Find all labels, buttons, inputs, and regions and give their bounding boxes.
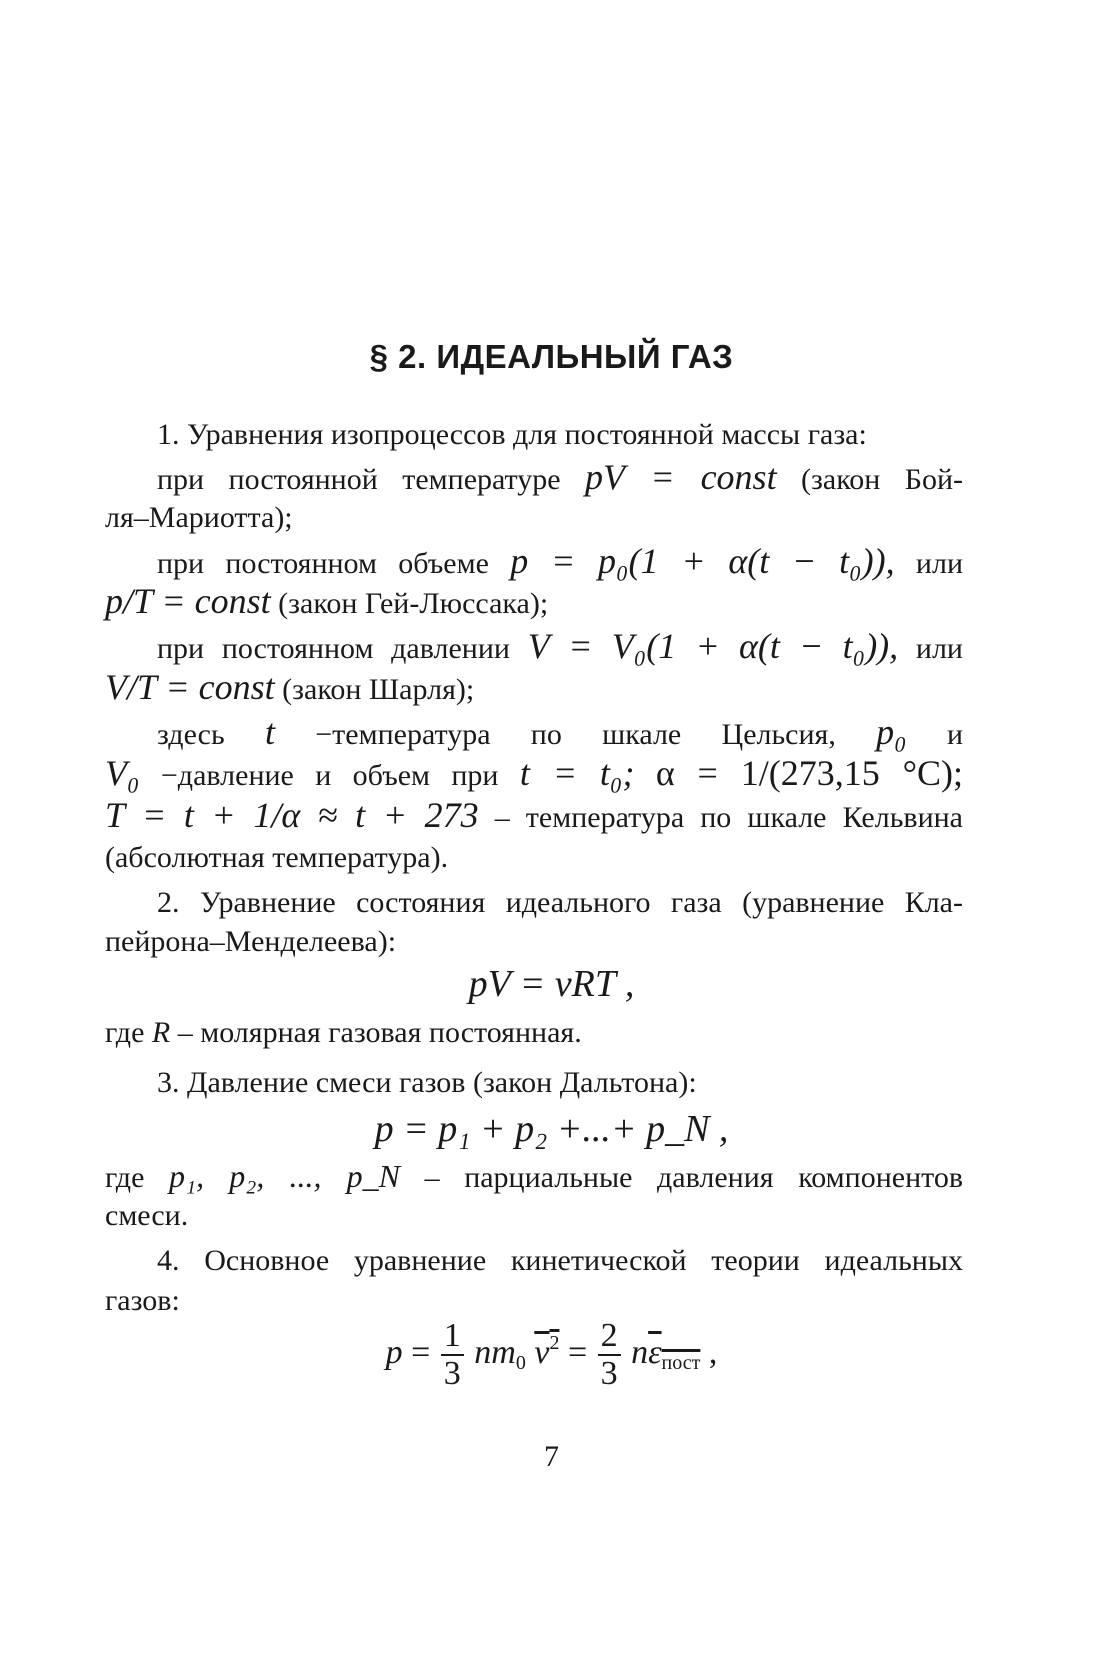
fraction-1-denominator: 3 xyxy=(443,1355,461,1392)
isochoric-law: (закон Гей-Люссака); xyxy=(278,587,549,620)
kinetic-fraction-1 xyxy=(441,1318,464,1392)
clapeyron-formula xyxy=(0,962,1103,1006)
isothermal-text: при постоянной температуре xyxy=(157,463,561,496)
isochoric-formula-2: p/T = const xyxy=(105,581,271,621)
section-heading: § 2. ИДЕАЛЬНЫЙ ГАЗ xyxy=(369,338,734,375)
isobaric-line xyxy=(105,627,963,668)
definitions-line-2 xyxy=(105,754,963,795)
isochoric-line xyxy=(105,542,963,583)
gas-constant-line xyxy=(105,1013,963,1052)
paragraph-4-line-1: 4. Основное уравнение кинетической теории идеальных xyxy=(157,1244,963,1277)
paragraph-3-line-1: 3. Давление смеси газов (закон Дальтона): xyxy=(157,1066,697,1099)
paragraph-2-line-1: 2. Уравнение состояния идеального газа (уравнение Кла- xyxy=(157,886,963,919)
definitions-pressure-volume: −давление и объем при xyxy=(160,759,499,792)
kelvin-formula: T = t + 1/α ≈ t + 273 xyxy=(105,795,479,835)
partial-mixture: смеси. xyxy=(105,1199,189,1232)
isobaric-formula: V = V₀(1 + α(t − t₀)), xyxy=(527,626,899,666)
definitions-celsius: −температура по шкале Цельсия, xyxy=(315,718,836,751)
definitions-t-equals-t0: t = t₀; xyxy=(519,753,635,793)
paragraph-1-intro: 1. Уравнения изопроцессов для постоянной массы газа: xyxy=(157,418,867,451)
epsilon-subscript: пост xyxy=(661,1351,701,1374)
isothermal-law: (закон Бой- xyxy=(801,463,964,496)
definitions-alpha: α = 1/(273,15 °С); xyxy=(655,753,963,793)
isobaric-line-2 xyxy=(105,668,963,709)
fraction-2-numerator: 2 xyxy=(598,1318,621,1356)
isochoric-or: или xyxy=(915,547,964,580)
paragraph-4-line-2: газов: xyxy=(105,1284,180,1317)
kinetic-fraction-2 xyxy=(598,1318,621,1392)
definitions-and: и xyxy=(946,718,964,751)
partial-text: – парциальные давления компонентов xyxy=(424,1161,964,1194)
page-number: 7 xyxy=(544,1440,559,1473)
kinetic-formula: p = $\frac{1}{3}$ $nm_0$ $v^2$ = $\frac{2}{3}$ $n\varepsilon_{пост}$ , xyxy=(385,1317,718,1392)
isothermal-line xyxy=(105,458,963,499)
partial-vars: p₁, p₂, ..., p_N xyxy=(169,1158,400,1194)
dalton-formula-text: p = p₁ + p₂ +...+ p_N , xyxy=(374,1108,729,1150)
kelvin-absolute: (абсолютная температура). xyxy=(105,841,449,874)
kelvin-text: – температура по шкале Кельвина xyxy=(494,801,963,834)
fraction-2-denominator: 3 xyxy=(600,1355,618,1392)
definitions-here: здесь xyxy=(157,718,225,751)
isothermal-law-cont: ля–Мариотта); xyxy=(105,501,293,534)
isothermal-formula: pV = const xyxy=(585,457,777,497)
definitions-p0: p₀ xyxy=(876,712,907,752)
gas-constant-text: – молярная газовая постоянная. xyxy=(177,1016,582,1049)
partial-pressures-line xyxy=(105,1157,963,1197)
kelvin-line xyxy=(105,796,963,837)
gas-constant-r: R xyxy=(151,1016,171,1049)
isobaric-text: при постоянном давлении xyxy=(157,632,510,665)
dalton-formula xyxy=(0,1107,1103,1151)
partial-where: где xyxy=(105,1161,145,1194)
definitions-t: t xyxy=(264,712,275,752)
clapeyron-formula-text: pV = νRT , xyxy=(468,963,635,1005)
isobaric-formula-2: V/T = const xyxy=(105,667,275,707)
isochoric-formula: p = p₀(1 + α(t − t₀)), xyxy=(510,541,895,581)
definitions-line-1 xyxy=(105,713,963,754)
fraction-1-numerator: 1 xyxy=(441,1318,464,1356)
isobaric-or: или xyxy=(915,632,963,665)
paragraph-2-line-2: пейрона–Менделеева): xyxy=(105,925,397,958)
isochoric-line-2 xyxy=(105,582,963,623)
isochoric-text: при постоянном объеме xyxy=(157,547,489,580)
isobaric-law: (закон Шарля); xyxy=(282,673,475,706)
definitions-v0: V₀ xyxy=(105,753,140,793)
gas-constant-where: где xyxy=(105,1016,145,1049)
